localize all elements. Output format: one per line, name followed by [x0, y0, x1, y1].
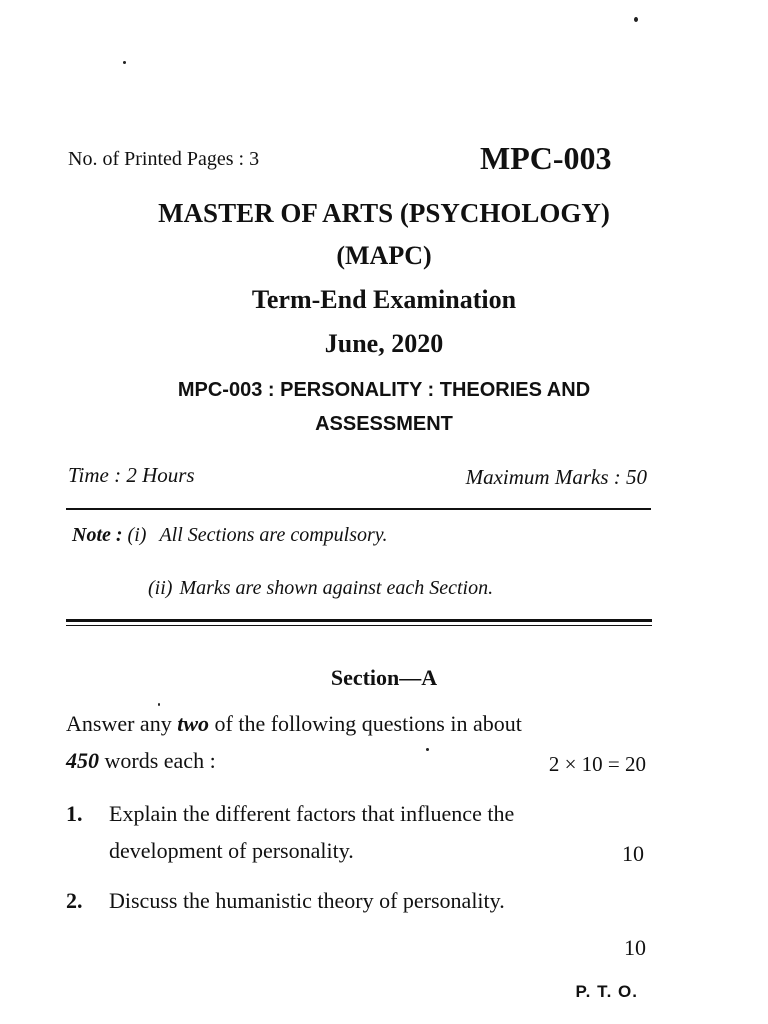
note-item-2-number: (ii)	[148, 577, 173, 599]
section-word-limit	[66, 748, 216, 774]
note-item-1	[72, 524, 388, 547]
note-item-2-text: Marks are shown against each Section.	[179, 577, 494, 599]
divider-double-upper	[66, 619, 652, 622]
paper-title-line1: MPC-003 : PERSONALITY : THEORIES AND	[177, 379, 591, 401]
question-2-line-1: Discuss the humanistic theory of personality.	[109, 888, 505, 913]
question-1-line-1: Explain the different factors that influence the	[109, 801, 515, 826]
section-instruction	[66, 711, 522, 737]
divider-top	[66, 508, 651, 510]
page-turn-over: P. T. O.	[575, 982, 638, 1001]
divider-double-lower	[66, 625, 652, 626]
note-item-1-number: (i)	[127, 524, 147, 546]
question-1-line-2: development of personality.	[109, 838, 354, 863]
question-1-marks: 10	[622, 841, 644, 866]
scan-speck	[426, 748, 429, 751]
scan-speck	[158, 703, 160, 706]
note-item-2	[148, 577, 493, 600]
note-label: Note :	[72, 524, 123, 546]
question-1-number: 1.	[66, 801, 83, 826]
scan-speck	[634, 17, 638, 22]
instruction-prefix: Answer any	[66, 711, 178, 736]
instruction-suffix: of the following questions in about	[209, 711, 522, 736]
word-count-label: words each :	[99, 748, 216, 773]
programme-title: MASTER OF ARTS (PSYCHOLOGY)	[158, 198, 610, 228]
scan-speck	[123, 61, 126, 64]
section-marks-formula: 2 × 10 = 20	[548, 752, 646, 776]
maximum-marks: Maximum Marks : 50	[465, 465, 647, 489]
course-code: MPC-003	[480, 140, 612, 176]
programme-abbr: (MAPC)	[336, 241, 432, 270]
printed-pages: No. of Printed Pages : 3	[68, 148, 260, 170]
question-2-marks: 10	[624, 935, 646, 960]
section-heading: Section—A	[330, 665, 438, 690]
exam-title: Term-End Examination	[251, 285, 517, 314]
exam-session: June, 2020	[324, 329, 444, 358]
exam-time: Time : 2 Hours	[68, 463, 195, 487]
note-item-1-text: All Sections are compulsory.	[159, 524, 388, 546]
word-count: 450	[66, 748, 99, 773]
question-2-number: 2.	[66, 888, 83, 913]
paper-title-line2: ASSESSMENT	[315, 413, 453, 435]
instruction-emphasis: two	[177, 711, 209, 736]
